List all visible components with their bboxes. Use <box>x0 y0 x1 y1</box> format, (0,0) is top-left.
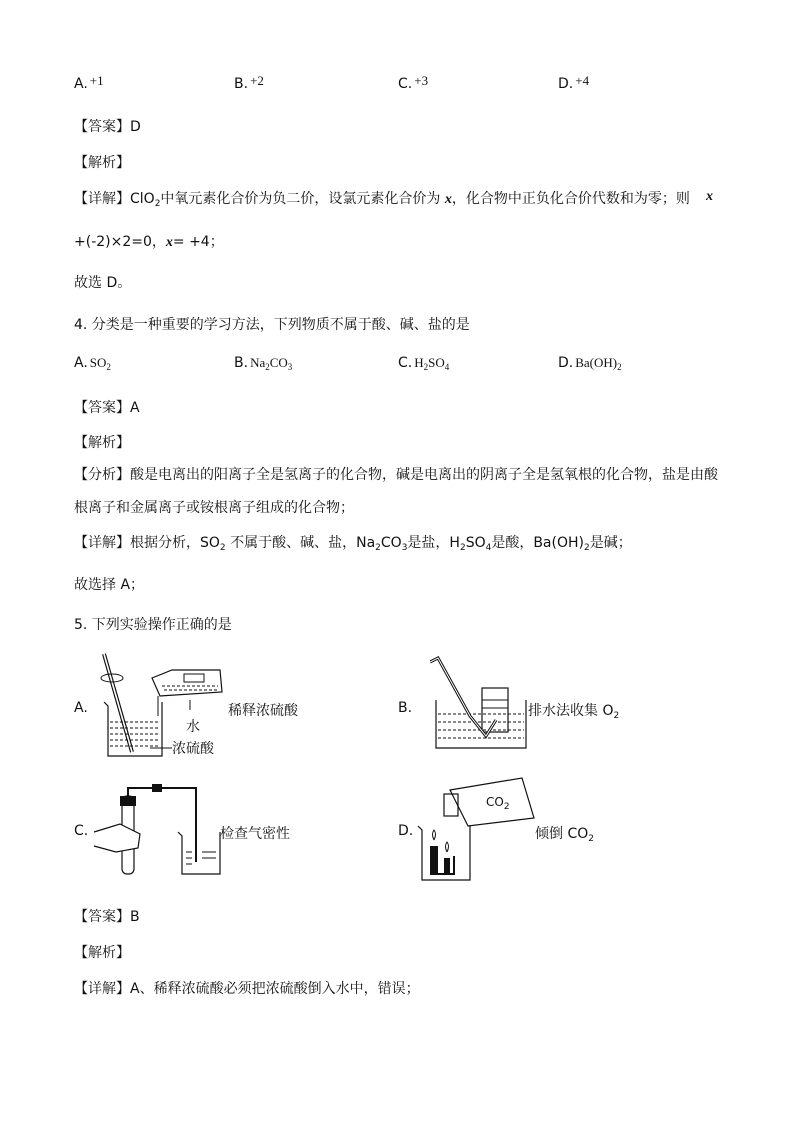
q5-answer: 【答案】B <box>74 909 140 925</box>
q5-a-label-water: 水 <box>186 719 200 735</box>
q5-analysis-tag: 【解析】 <box>74 945 130 961</box>
q4-detail: 【详解】根据分析，$SO_2$ 不属于酸、碱、盐，$Na_2CO_3$是盐，$H_2SO_4$是酸，$Ba(OH)_2$是碱； <box>74 535 632 553</box>
q3-option-c: C. +3 <box>398 73 429 92</box>
q3-detail: 【详解】ClO$_2$中氧元素化合价为负二价，设氯元素化合价为 x，化合物中正负化合价代数和为零；则 <box>74 191 690 209</box>
q3-option-b: B. +2 <box>234 73 264 92</box>
q5-b-label: 排水法收集 $O_2$ <box>528 703 620 721</box>
q5-stem: 5. 下列实验操作正确的是 <box>74 617 232 633</box>
trough <box>436 700 526 748</box>
delivery-tube <box>430 658 496 736</box>
q4-option-d: D. $Ba(OH)_2$ <box>558 355 622 372</box>
figure-b-collection <box>430 656 530 752</box>
gas-bottle <box>482 688 508 732</box>
q3-analysis-tag: 【解析】 <box>74 155 130 171</box>
q4-conclusion: 故选择 A； <box>74 577 145 593</box>
q5-option-a-letter: A. <box>74 700 88 716</box>
q4-fenxi-2: 根离子和金属离子或铵根离子组成的化合物； <box>74 500 354 516</box>
q5-a-label-dilute: 稀释浓硫酸 <box>228 703 298 719</box>
q4-analysis-tag: 【解析】 <box>74 435 130 451</box>
q5-c-label: 检查气密性 <box>220 826 290 842</box>
candle-high <box>444 858 450 874</box>
q5-a-label-acid: 浓硫酸 <box>172 741 214 757</box>
q3-answer: 【答案】D <box>74 119 141 135</box>
figure-d-pour <box>414 776 542 884</box>
q5-d-bottle-label: $CO_2$ <box>486 795 510 812</box>
q4-option-a: A. $SO_2$ <box>74 355 111 372</box>
q5-detail: 【详解】A、稀释浓硫酸必须把浓硫酸倒入水中，错误； <box>74 981 420 997</box>
q4-option-b: B. $Na_2CO_3$ <box>234 355 293 372</box>
q4-fenxi-1: 【分析】酸是电离出的阳离子全是氢离子的化合物，碱是电离出的阴离子全是氢氧根的化合物，盐是由酸 <box>74 467 718 483</box>
q5-option-c-letter: C. <box>74 823 89 839</box>
figure-c-airtight <box>92 782 222 878</box>
q3-detail-x: x <box>706 189 713 204</box>
q3-conclusion: 故选 D。 <box>74 275 132 291</box>
q4-stem: 4. 分类是一种重要的学习方法，下列物质不属于酸、碱、盐的是 <box>74 317 470 333</box>
beaker-c <box>178 832 220 874</box>
candle-low <box>430 846 438 874</box>
hand <box>94 824 140 852</box>
q5-option-d-letter: D. <box>398 823 414 839</box>
q4-option-c: C. $H_2SO_4$ <box>398 355 450 372</box>
q5-option-b-letter: B. <box>398 700 413 716</box>
rubber-tube <box>128 788 196 862</box>
q3-option-d: D. +4 <box>558 73 590 92</box>
q5-d-label: 倾倒 $CO_2$ <box>535 826 594 844</box>
q3-option-a: A. +1 <box>74 73 104 92</box>
q4-answer: 【答案】A <box>74 400 140 416</box>
q3-equation: +(-2)×2=0，x= +4； <box>74 234 224 250</box>
